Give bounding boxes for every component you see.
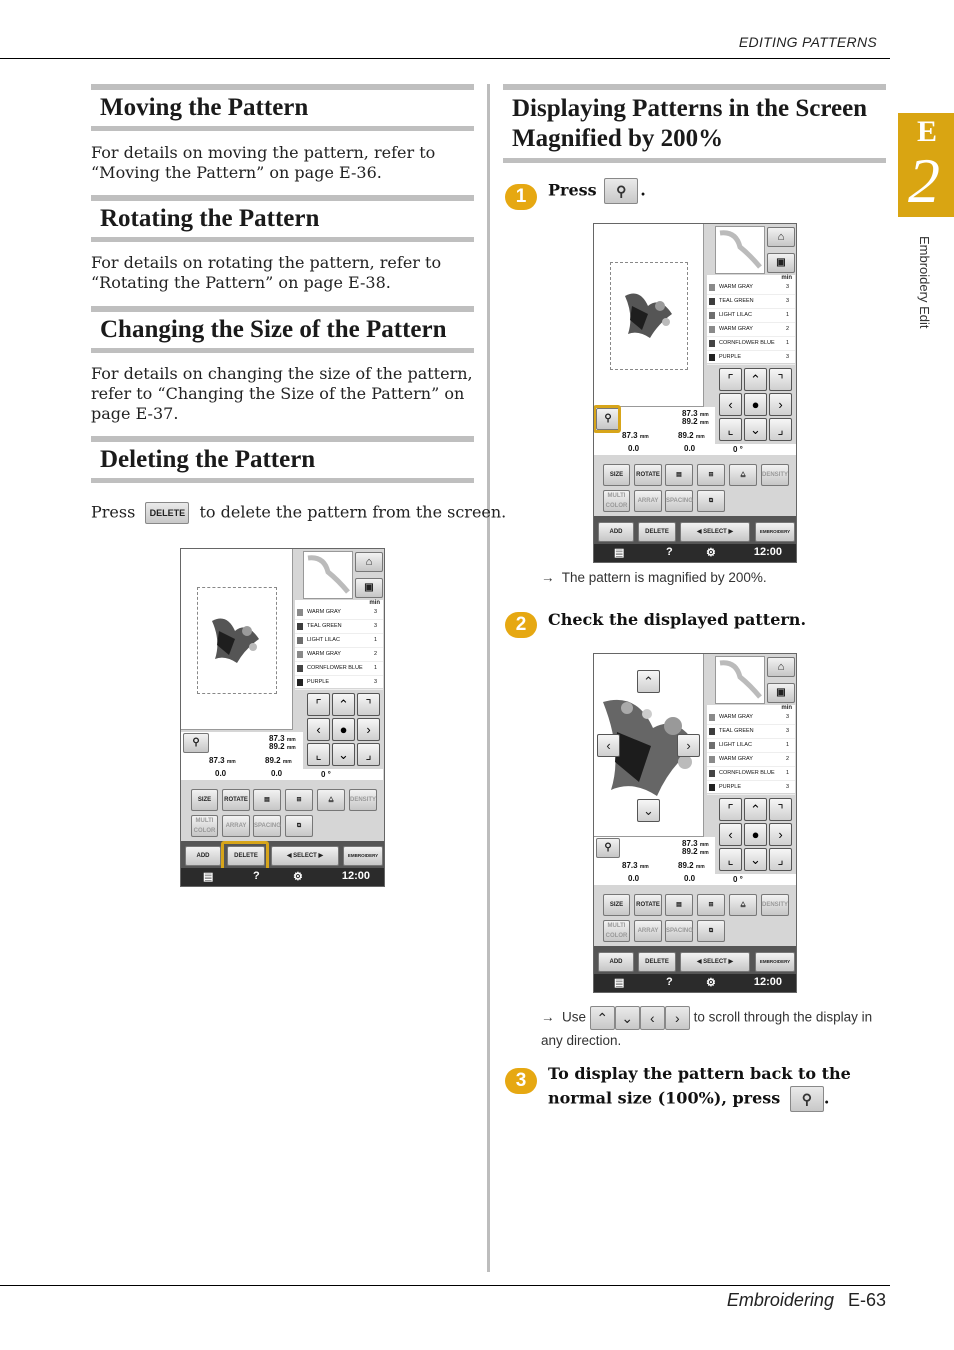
copy-icon[interactable]: ⧉	[697, 490, 725, 512]
select-button[interactable]: ◀ SELECT ▶	[271, 846, 339, 866]
step2-scroll-note: → Use ⌃ ⌄ ‹ › to scroll through the display in any direction.	[541, 1006, 881, 1051]
step2-text: Check the displayed pattern.	[548, 610, 807, 629]
color-row[interactable]: PURPLE 3	[707, 781, 795, 795]
section-title: Displaying Patterns in the Screen Magnified by 200%	[512, 95, 868, 152]
chapter-tab	[898, 113, 954, 217]
color-row[interactable]: TEAL GREEN 3	[707, 725, 795, 739]
center-dot-icon[interactable]: ●	[332, 718, 355, 741]
header-rule	[0, 58, 890, 59]
arrow-up-right-icon[interactable]: ⌝	[357, 693, 380, 716]
color-row[interactable]: WARM GRAY 3	[295, 606, 383, 620]
embroidery-motif	[620, 286, 678, 344]
section-title: Changing the Size of the Pattern	[100, 316, 447, 343]
arrow-right-icon[interactable]: ›	[769, 823, 792, 846]
arrow-left-icon[interactable]: ‹	[719, 823, 742, 846]
frame-icon[interactable]: ▣	[355, 578, 383, 598]
section-moving	[91, 84, 474, 131]
multicolor-button[interactable]: MULTI COLOR	[603, 920, 630, 942]
border-icon[interactable]: ▤	[253, 789, 281, 811]
arrow-right-icon[interactable]: ›	[769, 393, 792, 416]
arrow-down-icon[interactable]: ⌄	[744, 848, 767, 871]
status-bar: ▤ ? ⚙ 12:00	[181, 868, 384, 886]
footer-section: Embroidering	[726, 1290, 834, 1310]
scroll-down-icon[interactable]: ⌄	[615, 1006, 640, 1030]
border-icon[interactable]: ▤	[665, 894, 693, 916]
array-button[interactable]: ARRAY	[634, 920, 662, 942]
memory-icon[interactable]: ▤	[203, 871, 214, 883]
thumbnail-preview	[715, 226, 765, 274]
arrow-down-left-icon[interactable]: ⌞	[307, 743, 330, 766]
screen-magnify-step1: ⌂ ▣ min WARM GRAY 3 TEAL GREEN 3 LIGHT LILAC 1 WARM GRAY 2 CORNFLOWER BLUE 1 PURPLE 3 ⌜ ⌃ ⌝ ‹ ● › ⌞ ⌄ ⌟ ⚲ 87.3 mm 89.2 mm 87.3 mm 89.2 mm 0.0 0.0 0 ° SIZE ROTATE ▤ ⊞ ⧋ DENSITY MULTI COLOR ARRAY SPACING ⧉ ADD DELETE ◀ SELECT ▶ EMBROIDERY ▤ ? ⚙ 12:00	[593, 223, 797, 563]
mirror-icon[interactable]: ⧋	[317, 789, 345, 811]
footer	[727, 1290, 886, 1311]
arrow-down-right-icon[interactable]: ⌟	[769, 848, 792, 871]
position-keypad	[719, 798, 795, 874]
arrow-up-left-icon[interactable]: ⌜	[719, 798, 742, 821]
step-badge-1: 1	[505, 184, 537, 210]
arrow-down-right-icon[interactable]: ⌟	[769, 418, 792, 441]
grid-icon[interactable]: ⊞	[285, 789, 313, 811]
copy-icon[interactable]: ⧉	[697, 920, 725, 942]
arrow-right-icon[interactable]: ›	[357, 718, 380, 741]
delete-button[interactable]: DELETE	[227, 846, 265, 866]
color-row[interactable]: WARM GRAY 3	[707, 281, 795, 295]
settings-icon[interactable]: ⚙	[706, 547, 716, 559]
spacing-button[interactable]: SPACING	[665, 920, 693, 942]
density-button[interactable]: DENSITY	[349, 789, 377, 811]
color-list: min WARM GRAY 3 TEAL GREEN 3 LIGHT LILAC 1 WARM GRAY 2 CORNFLOWER BLUE 1 PURPLE 3	[707, 705, 795, 793]
section-magnify	[503, 84, 886, 163]
settings-icon[interactable]: ⚙	[706, 977, 716, 989]
screen-delete-example: ⌂ ▣ min WARM GRAY 3 TEAL GREEN 3 LIGHT LILAC 1 WARM GRAY 2 CORNFLOWER BLUE 1 PURPLE 3 ⌜ ⌃ ⌝ ‹ ● › ⌞ ⌄ ⌟ ⚲ 87.3 mm 89.2 mm 87.3 mm 89.2 mm 0.0 0.0 0 ° SIZE ROTATE ▤ ⊞ ⧋ DENSITY MULTI COLOR ARRAY SPACING ⧉ ADD DELETE ◀ SELECT ▶ EMBROIDERY ▤ ? ⚙ 12:00	[180, 548, 385, 887]
scroll-up-icon[interactable]: ⌃	[590, 1006, 615, 1030]
arrow-left-icon[interactable]: ‹	[719, 393, 742, 416]
spacing-button[interactable]: SPACING	[665, 490, 693, 512]
magnify-icon[interactable]: ⚲	[183, 733, 209, 753]
color-row[interactable]: LIGHT LILAC 1	[707, 309, 795, 323]
density-button[interactable]: DENSITY	[761, 464, 789, 486]
color-row[interactable]: PURPLE 3	[295, 676, 383, 690]
rotate-button[interactable]: ROTATE	[634, 894, 662, 916]
highlight-frame	[221, 841, 269, 871]
add-button[interactable]: ADD	[185, 846, 221, 866]
color-row[interactable]: TEAL GREEN 3	[295, 620, 383, 634]
select-button[interactable]: ◀ SELECT ▶	[680, 952, 750, 972]
embroidery-button[interactable]: EMBROIDERY	[343, 846, 383, 866]
size-button[interactable]: SIZE	[603, 464, 630, 486]
arrow-up-icon[interactable]: ⌃	[332, 693, 355, 716]
arrow-down-right-icon[interactable]: ⌟	[357, 743, 380, 766]
color-row[interactable]: CORNFLOWER BLUE 1	[295, 662, 383, 676]
status-bar: ▤ ? ⚙ 12:00	[594, 544, 796, 562]
arrow-down-icon[interactable]: ⌄	[332, 743, 355, 766]
grid-icon[interactable]: ⊞	[697, 464, 725, 486]
center-dot-icon[interactable]: ●	[744, 393, 767, 416]
color-row[interactable]: TEAL GREEN 3	[707, 295, 795, 309]
frame-icon[interactable]: ▣	[767, 683, 795, 703]
section-body: For details on moving the pattern, refer to “Moving the Pattern” on page E-36.	[91, 143, 436, 182]
section-body: For details on changing the size of the pattern, refer to “Changing the Size of the Pattern” on page E-37.	[91, 364, 473, 423]
step1-text: Press ⚲ .	[548, 178, 646, 204]
chapter-side-label: Embroidery Edit	[917, 236, 932, 329]
rotate-button[interactable]: ROTATE	[222, 789, 250, 811]
delete-button[interactable]: DELETE	[145, 502, 189, 524]
embroidery-button[interactable]: EMBROIDERY	[755, 952, 795, 972]
scroll-left-icon[interactable]: ‹	[640, 1006, 665, 1030]
settings-icon[interactable]: ⚙	[293, 871, 303, 883]
delete-button[interactable]: DELETE	[638, 952, 676, 972]
highlight-frame	[593, 405, 621, 433]
thumbnail-preview	[303, 551, 353, 599]
rotate-button[interactable]: ROTATE	[634, 464, 662, 486]
status-bar: ▤ ? ⚙ 12:00	[594, 974, 796, 992]
add-button[interactable]: ADD	[598, 952, 634, 972]
array-button[interactable]: ARRAY	[634, 490, 662, 512]
color-row[interactable]: LIGHT LILAC 1	[707, 739, 795, 753]
help-icon[interactable]: ?	[253, 870, 260, 882]
embroidery-canvas	[181, 549, 293, 730]
grid-icon[interactable]: ⊞	[697, 894, 725, 916]
section-size	[91, 306, 474, 353]
mirror-icon[interactable]: ⧋	[729, 464, 757, 486]
arrow-down-left-icon[interactable]: ⌞	[719, 418, 742, 441]
memory-icon[interactable]: ▤	[614, 547, 625, 559]
embroidery-canvas	[594, 224, 704, 407]
color-row[interactable]: WARM GRAY 2	[707, 753, 795, 767]
arrow-up-right-icon[interactable]: ⌝	[769, 798, 792, 821]
scroll-right-icon[interactable]: ›	[677, 734, 700, 757]
arrow-down-left-icon[interactable]: ⌞	[719, 848, 742, 871]
chapter-letter: E	[917, 115, 938, 148]
magnify-icon[interactable]: ⚲	[604, 178, 638, 204]
position-keypad	[719, 368, 795, 444]
help-icon[interactable]: ?	[666, 976, 673, 988]
thumbnail-preview	[715, 656, 765, 704]
section-deleting	[91, 436, 474, 483]
page-number: E-63	[847, 1290, 886, 1310]
scroll-right-icon[interactable]: ›	[665, 1006, 690, 1030]
arrow-left-icon[interactable]: ‹	[307, 718, 330, 741]
color-list: min WARM GRAY 3 TEAL GREEN 3 LIGHT LILAC 1 WARM GRAY 2 CORNFLOWER BLUE 1 PURPLE 3	[707, 275, 795, 363]
arrow-up-icon[interactable]: ⌃	[744, 368, 767, 391]
screen-magnify-step2: ⌃ ‹ › ⌄ ⌂ ▣ min WARM GRAY 3 TEAL GREEN 3 LIGHT LILAC 1 WARM GRAY 2 CORNFLOWER BLUE 1 PURPLE 3 ⌜ ⌃ ⌝ ‹ ● › ⌞ ⌄ ⌟ ⚲ 87.3 mm 89.2 mm 87.3 mm 89.2 mm 0.0 0.0 0 ° SIZE ROTATE ▤ ⊞ ⧋ DENSITY MULTI COLOR ARRAY SPACING ⧉ ADD DELETE ◀ SELECT ▶ EMBROIDERY ▤ ? ⚙ 12:00	[593, 653, 797, 993]
center-dot-icon[interactable]: ●	[744, 823, 767, 846]
chapter-number: 2	[908, 145, 940, 216]
info-panel: ⚲ 87.3 mm 89.2 mm 87.3 mm 89.2 mm 0.0 0.0	[181, 732, 303, 780]
embroidery-button[interactable]: EMBROIDERY	[755, 522, 795, 542]
color-row[interactable]: PURPLE 3	[707, 351, 795, 365]
scroll-down-icon[interactable]: ⌄	[637, 799, 660, 822]
info-panel: ⚲ 87.3 mm 89.2 mm 87.3 mm 89.2 mm 0.0 0.0	[594, 407, 715, 455]
section-title: Moving the Pattern	[100, 94, 309, 121]
arrow-up-left-icon[interactable]: ⌜	[307, 693, 330, 716]
home-icon[interactable]: ⌂	[767, 657, 795, 677]
magnify-icon[interactable]: ⚲	[790, 1086, 824, 1112]
frame-icon[interactable]: ▣	[767, 253, 795, 273]
multicolor-button[interactable]: MULTI COLOR	[191, 815, 218, 837]
running-head: EDITING PATTERNS	[738, 34, 877, 50]
color-row[interactable]: CORNFLOWER BLUE 1	[707, 767, 795, 781]
step-badge-2: 2	[505, 612, 537, 638]
color-row[interactable]: WARM GRAY 3	[707, 711, 795, 725]
section-title: Deleting the Pattern	[100, 446, 316, 473]
memory-icon[interactable]: ▤	[614, 977, 625, 989]
info-panel: ⚲ 87.3 mm 89.2 mm 87.3 mm 89.2 mm 0.0 0.0	[594, 837, 715, 885]
multicolor-button[interactable]: MULTI COLOR	[603, 490, 630, 512]
arrow-down-icon[interactable]: ⌄	[744, 418, 767, 441]
border-icon[interactable]: ▤	[665, 464, 693, 486]
array-button[interactable]: ARRAY	[222, 815, 250, 837]
color-row[interactable]: CORNFLOWER BLUE 1	[707, 337, 795, 351]
home-icon[interactable]: ⌂	[767, 227, 795, 247]
copy-icon[interactable]: ⧉	[285, 815, 313, 837]
embroidery-canvas-magnified	[594, 654, 704, 837]
delete-button[interactable]: DELETE	[638, 522, 676, 542]
home-icon[interactable]: ⌂	[355, 552, 383, 572]
help-icon[interactable]: ?	[666, 546, 673, 558]
position-keypad	[307, 693, 383, 769]
spacing-button[interactable]: SPACING	[253, 815, 281, 837]
arrow-up-left-icon[interactable]: ⌜	[719, 368, 742, 391]
arrow-up-right-icon[interactable]: ⌝	[769, 368, 792, 391]
color-row[interactable]: LIGHT LILAC 1	[295, 634, 383, 648]
section-body: For details on rotating the pattern, refer to “Rotating the Pattern” on page E-38.	[91, 253, 442, 292]
mirror-icon[interactable]: ⧋	[729, 894, 757, 916]
scroll-left-icon[interactable]: ‹	[597, 734, 620, 757]
step-badge-3: 3	[505, 1068, 537, 1094]
section-title: Rotating the Pattern	[100, 205, 320, 232]
footer-rule	[0, 1285, 890, 1286]
arrow-up-icon[interactable]: ⌃	[744, 798, 767, 821]
size-button[interactable]: SIZE	[191, 789, 218, 811]
delete-instruction: Press DELETE to delete the pattern from the screen.	[91, 502, 476, 524]
add-button[interactable]: ADD	[598, 522, 634, 542]
size-button[interactable]: SIZE	[603, 894, 630, 916]
magnify-icon[interactable]: ⚲	[596, 408, 620, 430]
density-button[interactable]: DENSITY	[761, 894, 789, 916]
column-separator	[487, 84, 490, 1272]
section-rotating	[91, 195, 474, 242]
color-list: min WARM GRAY 3 TEAL GREEN 3 LIGHT LILAC 1 WARM GRAY 2 CORNFLOWER BLUE 1 PURPLE 3	[295, 600, 383, 688]
color-row[interactable]: WARM GRAY 2	[707, 323, 795, 337]
select-button[interactable]: ◀ SELECT ▶	[680, 522, 750, 542]
step1-result: → The pattern is magnified by 200%.	[541, 570, 767, 585]
embroidery-motif	[207, 611, 265, 669]
step3-text: To display the pattern back to the normal size (100%), press ⚲ .	[548, 1062, 878, 1112]
scroll-up-icon[interactable]: ⌃	[637, 670, 660, 693]
color-row[interactable]: WARM GRAY 2	[295, 648, 383, 662]
magnify-icon[interactable]: ⚲	[596, 838, 620, 858]
